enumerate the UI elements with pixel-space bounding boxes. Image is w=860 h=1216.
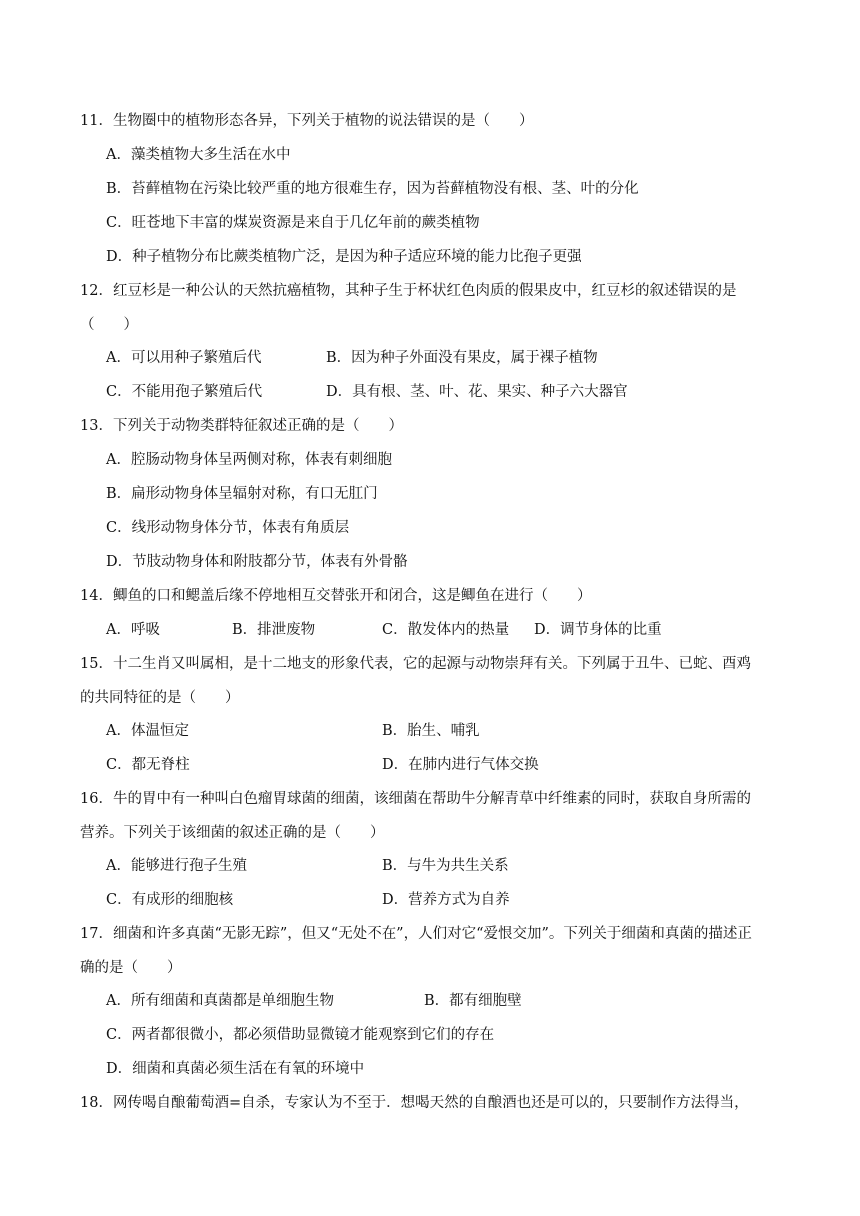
question-15-option-c: C．都无脊柱 [106,757,190,773]
question-17-stem: 17．细菌和许多真菌“无影无踪”，但又“无处不在”，人们对它“爱恨交加”。下列关于细菌和真菌的描述正 [80,926,752,942]
question-14-option-d: D．调节身体的比重 [534,622,662,638]
question-11-option-b: B．苔藓植物在污染比较严重的地方很难生存，因为苔藓植物没有根、茎、叶的分化 [106,181,639,197]
question-17-option-c: C．两者都很微小，都必须借助显微镜才能观察到它们的存在 [106,1027,495,1043]
question-14-option-c: C．散发体内的热量 [382,622,510,638]
question-13-option-a: A．腔肠动物身体呈两侧对称，体表有刺细胞 [106,452,392,468]
question-11-option-c: C．旺苍地下丰富的煤炭资源是来自于几亿年前的蕨类植物 [106,215,480,231]
question-15-stem: 15．十二生肖又叫属相，是十二地支的形象代表，它的起源与动物崇拜有关。下列属于丑牛、已蛇、酉鸡 [80,656,751,672]
question-13-stem: 13．下列关于动物类群特征叙述正确的是（ ） [80,418,403,434]
question-12-option-a: A．可以用种子繁殖后代 [106,350,262,366]
question-17-option-b: B．都有细胞壁 [424,993,522,1009]
question-13-option-b: B．扁形动物身体呈辐射对称，有口无肛门 [106,486,378,502]
question-15-option-a: A．体温恒定 [106,723,189,739]
question-16-stem-continued: 营养。下列关于该细菌的叙述正确的是（ ） [80,825,385,841]
question-12-stem: 12．红豆杉是一种公认的天然抗癌植物，其种子生于杯状红色肉质的假果皮中，红豆杉的叙述错误的是 [80,283,737,299]
question-16-option-b: B．与牛为共生关系 [382,858,509,874]
question-17-stem-continued: 确的是（ ） [80,960,182,976]
question-13-option-d: D．节肢动物身体和附肢都分节，体表有外骨骼 [106,554,408,570]
question-14-stem: 14．鲫鱼的口和鳃盖后缘不停地相互交替张开和闭合，这是鲫鱼在进行（ ） [80,588,592,604]
question-16-option-a: A．能够进行孢子生殖 [106,858,247,874]
question-12-stem-continued: （ ） [80,317,138,333]
question-11-stem: 11．生物圈中的植物形态各异，下列关于植物的说法错误的是（ ） [80,113,534,129]
question-17-option-d: D．细菌和真菌必须生活在有氧的环境中 [106,1061,365,1077]
question-12-option-b: B．因为种子外面没有果皮，属于裸子植物 [326,350,598,366]
question-14-option-a: A．呼吸 [106,622,160,638]
question-16-option-c: C．有成形的细胞核 [106,892,234,908]
question-16-option-d: D．营养方式为自养 [382,892,510,908]
question-18-stem: 18．网传喝自酿葡萄酒=自杀，专家认为不至于．想喝天然的自酿酒也还是可以的，只要制作方法得当， [80,1095,749,1111]
question-15-stem-continued: 的共同特征的是（ ） [80,690,240,706]
question-13-option-c: C．线形动物身体分节，体表有角质层 [106,520,350,536]
question-12-option-c: C．不能用孢子繁殖后代 [106,384,263,400]
question-14-option-b: B．排泄废物 [232,622,316,638]
question-12-option-d: D．具有根、茎、叶、花、果实、种子六大器官 [326,384,628,400]
question-15-option-b: B．胎生、哺乳 [382,723,480,739]
question-15-option-d: D．在肺内进行气体交换 [382,757,539,773]
question-16-stem: 16．牛的胃中有一种叫白色瘤胃球菌的细菌，该细菌在帮助牛分解青草中纤维素的同时，获取自身所需的 [80,791,751,807]
question-11-option-d: D．种子植物分布比蕨类植物广泛，是因为种子适应环境的能力比孢子更强 [106,249,582,265]
question-17-option-a: A．所有细菌和真菌都是单细胞生物 [106,993,334,1009]
question-11-option-a: A．藻类植物大多生活在水中 [106,147,291,163]
